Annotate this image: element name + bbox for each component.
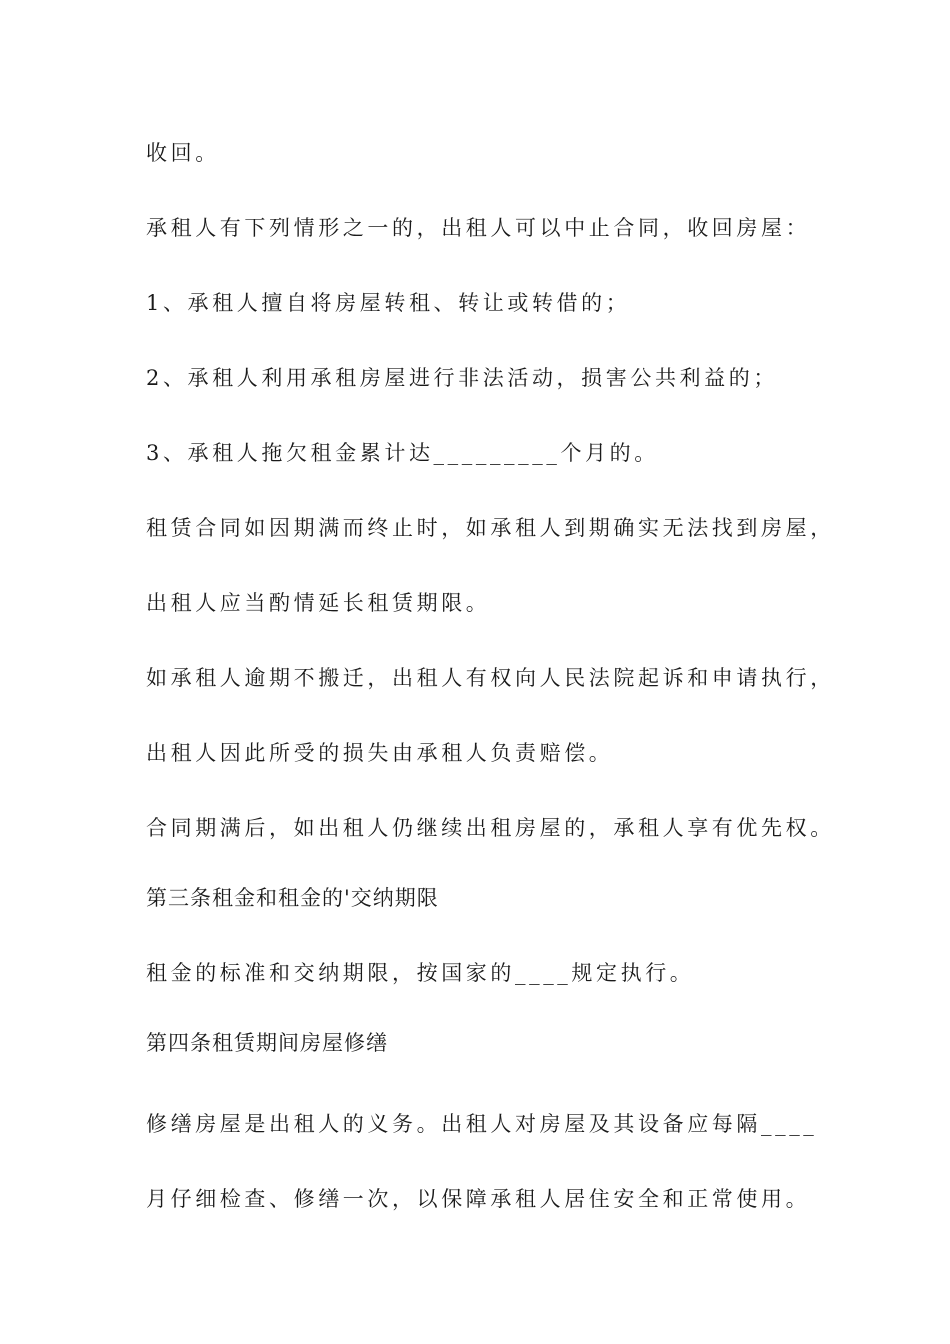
section-heading-article-3: 第三条租金和租金的'交纳期限 (146, 886, 439, 910)
paragraph-line: 收回。 (146, 141, 220, 165)
paragraph-line: 合同期满后，如出租人仍继续出租房屋的，承租人享有优先权。 (146, 816, 835, 840)
list-item: 1、承租人擅自将房屋转租、转让或转借的； (146, 291, 631, 315)
list-item: 3、承租人拖欠租金累计达_________个月的。 (146, 441, 659, 465)
paragraph-line: 出租人因此所受的损失由承租人负责赔偿。 (146, 741, 614, 765)
paragraph-line: 修缮房屋是出租人的义务。出租人对房屋及其设备应每隔____ (146, 1112, 818, 1136)
paragraph-line: 租赁合同如因期满而终止时，如承租人到期确实无法找到房屋， (146, 516, 835, 540)
paragraph-line: 如承租人逾期不搬迁，出租人有权向人民法院起诉和申请执行， (146, 666, 835, 690)
list-item: 2、承租人利用承租房屋进行非法活动，损害公共利益的； (146, 366, 778, 390)
paragraph-line: 承租人有下列情形之一的，出租人可以中止合同，收回房屋： (146, 216, 811, 240)
section-heading-article-4: 第四条租赁期间房屋修缮 (146, 1031, 388, 1055)
paragraph-line: 出租人应当酌情延长租赁期限。 (146, 591, 491, 615)
paragraph-line: 租金的标准和交纳期限，按国家的____规定执行。 (146, 961, 695, 985)
paragraph-line: 月仔细检查、修缮一次，以保障承租人居住安全和正常使用。 (146, 1187, 811, 1211)
